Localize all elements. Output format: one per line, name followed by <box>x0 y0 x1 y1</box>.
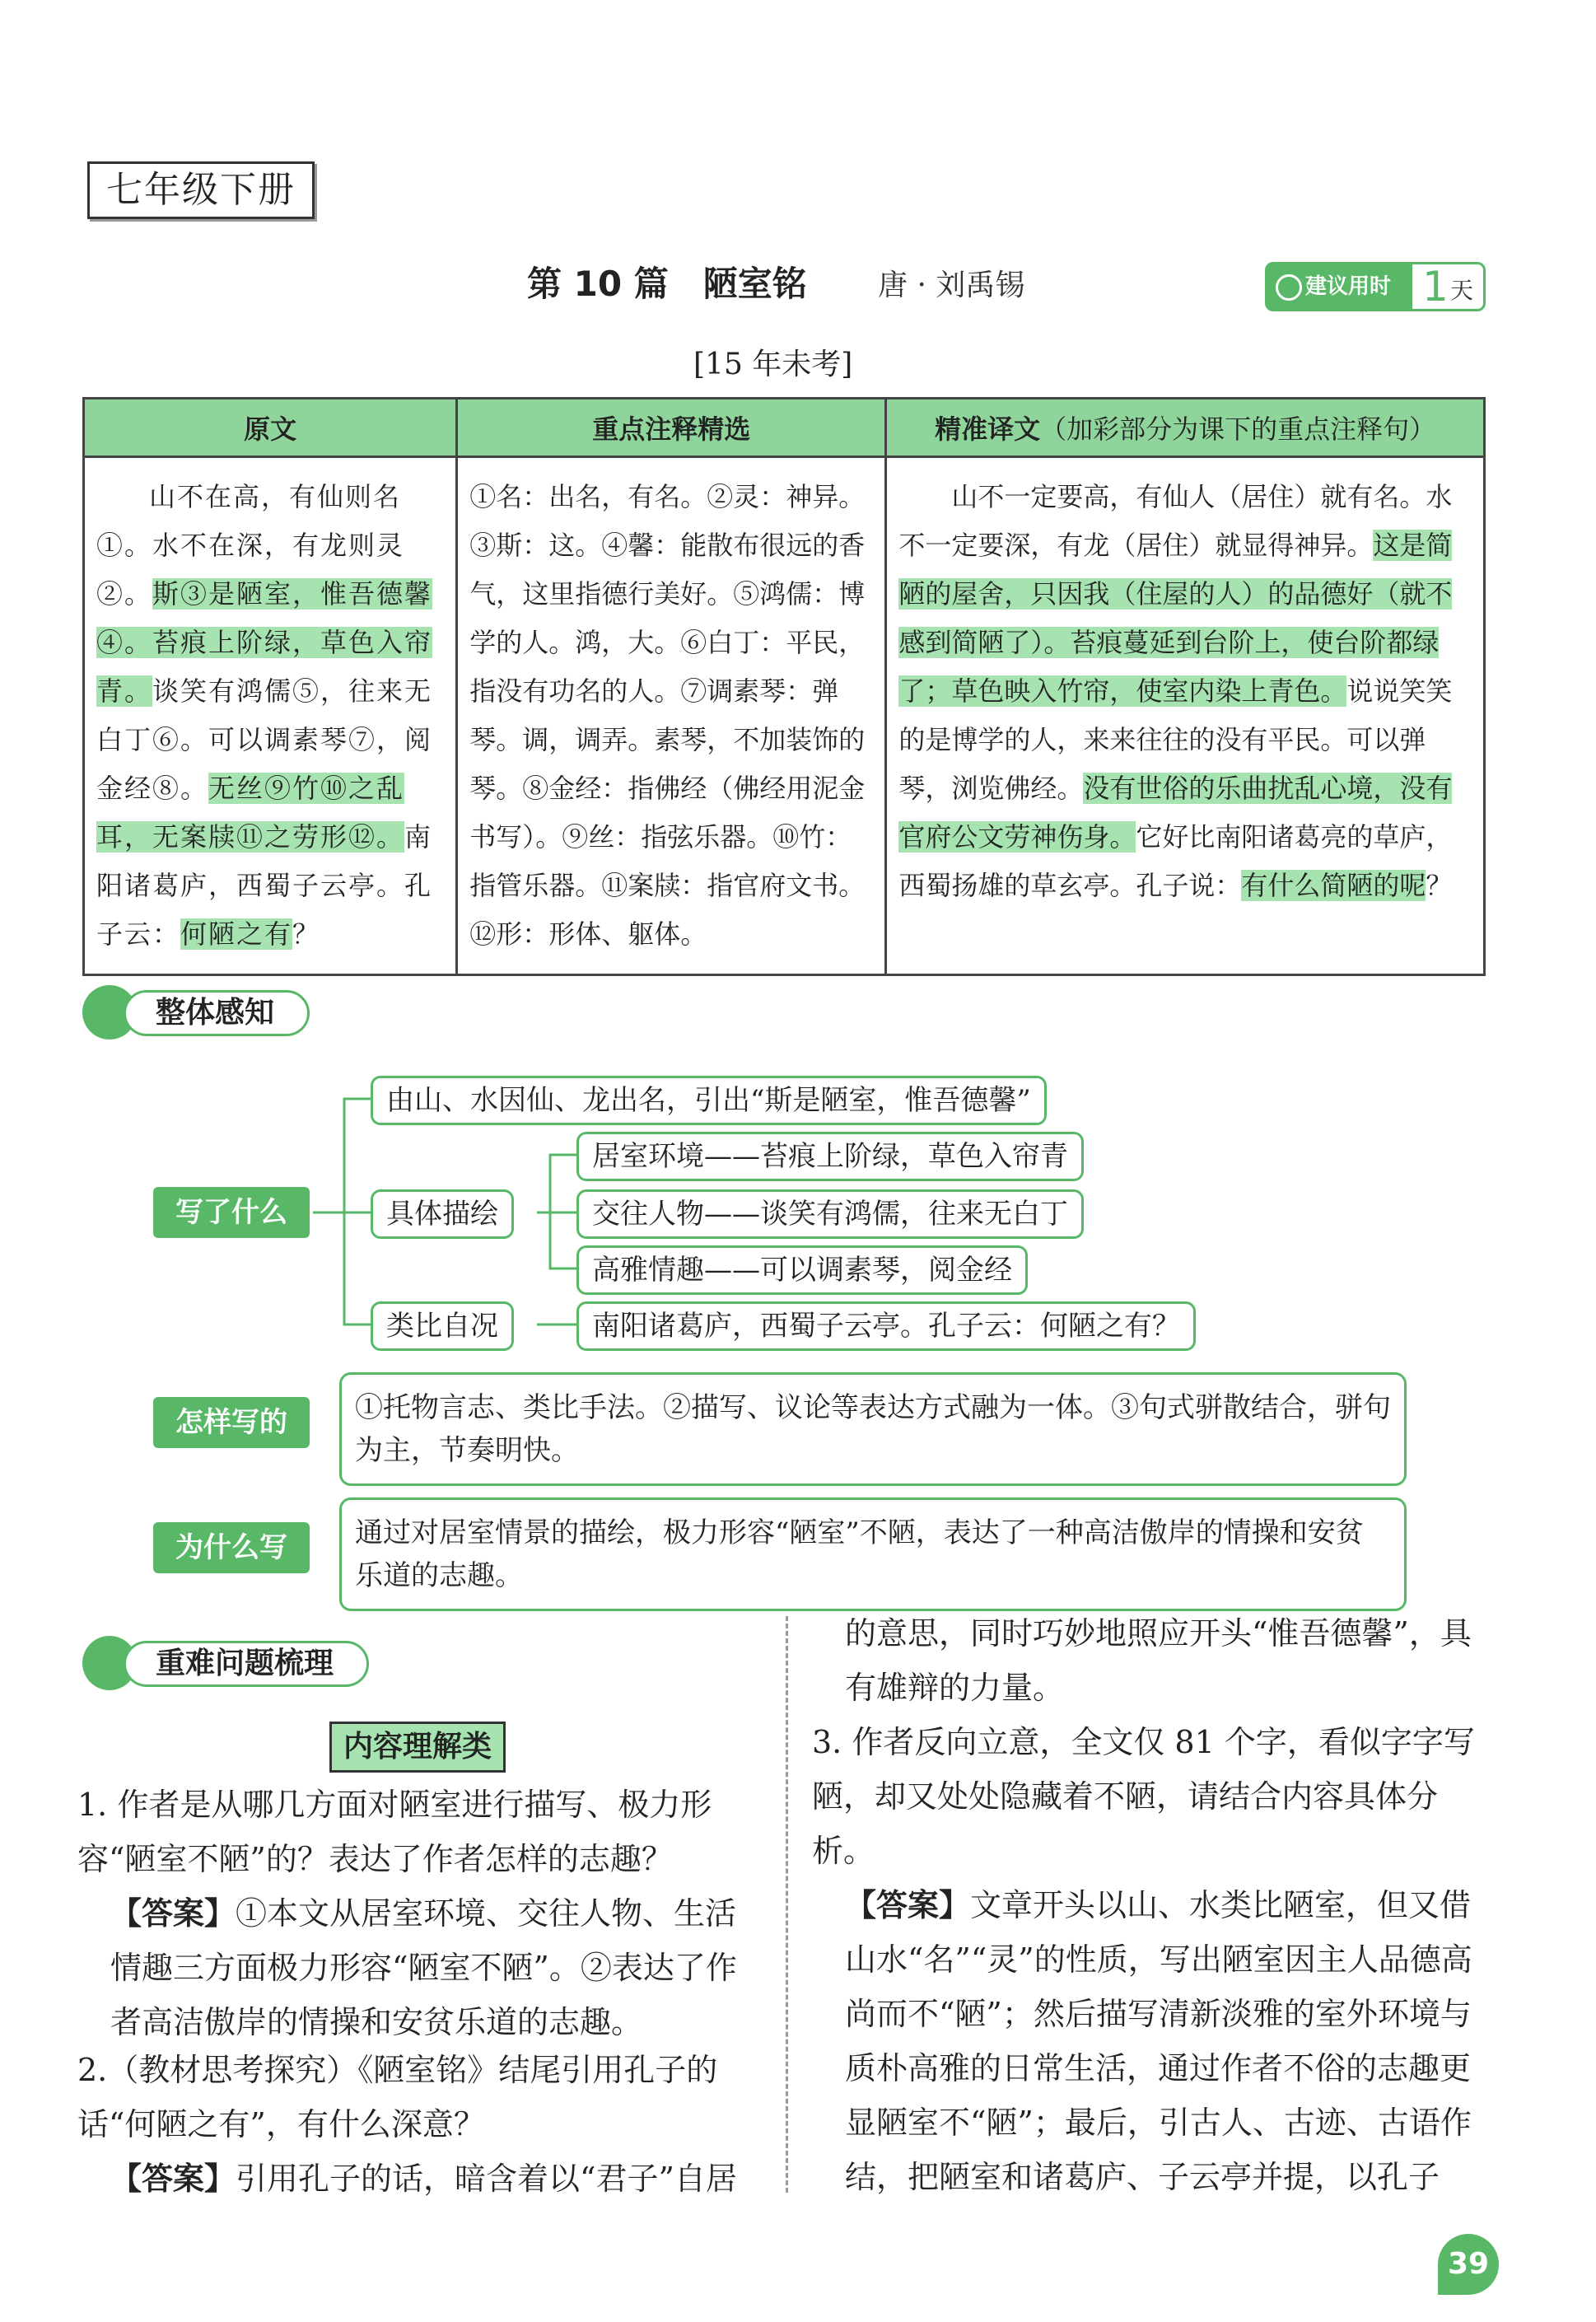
col-notes: 重点注释精选 <box>457 399 886 457</box>
desc-item: 高雅情趣——可以调素琴，阅金经 <box>576 1245 1028 1295</box>
desc-item: 交往人物——谈笑有鸿儒，往来无白丁 <box>576 1189 1084 1239</box>
analogy-label: 类比自况 <box>371 1301 514 1351</box>
overview-heading: 整体感知 <box>82 985 412 1043</box>
exam-note: [15 年未考] <box>693 348 853 381</box>
lesson-title: 第 10 篇 陋室铭 <box>527 264 807 304</box>
grade-label: 七年级下册 <box>87 161 315 219</box>
notes-text: ①名：出名，有名。②灵：神异。③斯：这。④馨：能散布很远的香气，这里指德行美好。⑤鸿儒：博学的人。鸿，大。⑥白丁：平民，指没有功名的人。⑦调素琴：弹琴。调，调弄。素琴，不加装饰的琴。⑧金经：指佛经（佛经用泥金书写）。⑨丝：指弦乐器。⑩竹：指管乐器。⑪案牍：指官府文书。⑫形：形体、躯体。 <box>457 457 886 975</box>
how-box: ①托物言志、类比手法。②描写、议论等表达方式融为一体。③句式骈散结合，骈句为主，节奏明快。 <box>339 1372 1407 1486</box>
analogy-box: 南阳诸葛庐，西蜀子云亭。孔子云：何陋之有？ <box>576 1301 1196 1351</box>
category-label: 内容理解类 <box>329 1722 506 1773</box>
question-2: 2.（教材思考探究）《陋室铭》结尾引用孔子的话“何陋之有”，有什么深意？ 【答案】引用孔子的话，暗含着以“君子”自居 <box>77 2052 737 2197</box>
time-label: 建议用时 <box>1305 274 1392 299</box>
intro-box: 由山、水因仙、龙出名，引出“斯是陋室，惟吾德馨” <box>371 1076 1047 1125</box>
column-divider <box>786 1616 788 2193</box>
page-number: 39 <box>1438 2234 1499 2295</box>
time-unit: 天 <box>1450 277 1474 304</box>
translation-text: 山不一定要高，有仙人（居住）就有名。水不一定要深，有龙（居住）就显得神异。这是简陋的屋舍，只因我（住屋的人）的品德好（就不感到简陋了）。苔痕蔓延到台阶上，使台阶都绿了；草色映入竹帘，使室内染上青色。说说笑笑的是博学的人，来来往往的没有平民。可以弹琴，浏览佛经。没有世俗的乐曲扰乱心境，没有官府公文劳神伤身。它好比南阳诸葛亮的草庐，西蜀扬雄的草玄亭。孔子说：有什么简陋的呢？ <box>886 457 1485 975</box>
how-label: 怎样写的 <box>153 1397 310 1448</box>
author: 唐 · 刘禹锡 <box>878 269 1025 302</box>
questions-heading: 重难问题梳理 <box>82 1636 428 1694</box>
what-label: 写了什么 <box>153 1187 310 1238</box>
why-box: 通过对居室情景的描绘，极力形容“陋室”不陋，表达了一种高洁傲岸的情操和安贫乐道的志趣。 <box>339 1497 1407 1611</box>
desc-item: 居室环境——苔痕上阶绿，草色入帘青 <box>576 1132 1084 1181</box>
desc-label: 具体描绘 <box>371 1189 514 1239</box>
col-translation: 精准译文（加彩部分为课下的重点注释句） <box>886 399 1485 457</box>
question-1: 1. 作者是从哪几方面对陋室进行描写、极力形容“陋室不陋”的？表达了作者怎样的志趣？ 【答案】①本文从居室环境、交往人物、生活情趣三方面极力形容“陋室不陋”。②表达了作者高洁傲岸的情操和安贫乐道的志趣。 <box>77 1787 737 2040</box>
why-label: 为什么写 <box>153 1522 310 1573</box>
col-original: 原文 <box>84 399 457 457</box>
original-text: 山不在高，有仙则名①。水不在深，有龙则灵②。斯③是陋室，惟吾德馨④。苔痕上阶绿，草色入帘青。谈笑有鸿儒⑤，往来无白丁⑥。可以调素琴⑦，阅金经⑧。无丝⑨竹⑩之乱耳，无案牍⑪之劳形⑫。南阳诸葛庐，西蜀子云亭。孔子云：何陋之有？ <box>84 457 457 975</box>
time-value: 1 <box>1422 263 1449 311</box>
question-3: 3. 作者反向立意，全文仅 81 个字，看似字字写陋，却又处处隐藏着不陋，请结合内容具体分析。 【答案】文章开头以山、水类比陋室，但又借山水“名”“灵”的性质，写出陋室因主人品德高尚而不“陋”；然后描写清新淡雅的室外环境与质朴高雅的日常生活，通过作者不俗的志趣更显陋室不“陋”；最后，引古人、古迹、古语作结，把陋室和诸葛庐、子云亭并提，以孔子 <box>812 1724 1475 2195</box>
question-2-continued: 的意思，同时巧妙地照应开头“惟吾德馨”，具有雄辩的力量。 <box>845 1615 1472 1706</box>
